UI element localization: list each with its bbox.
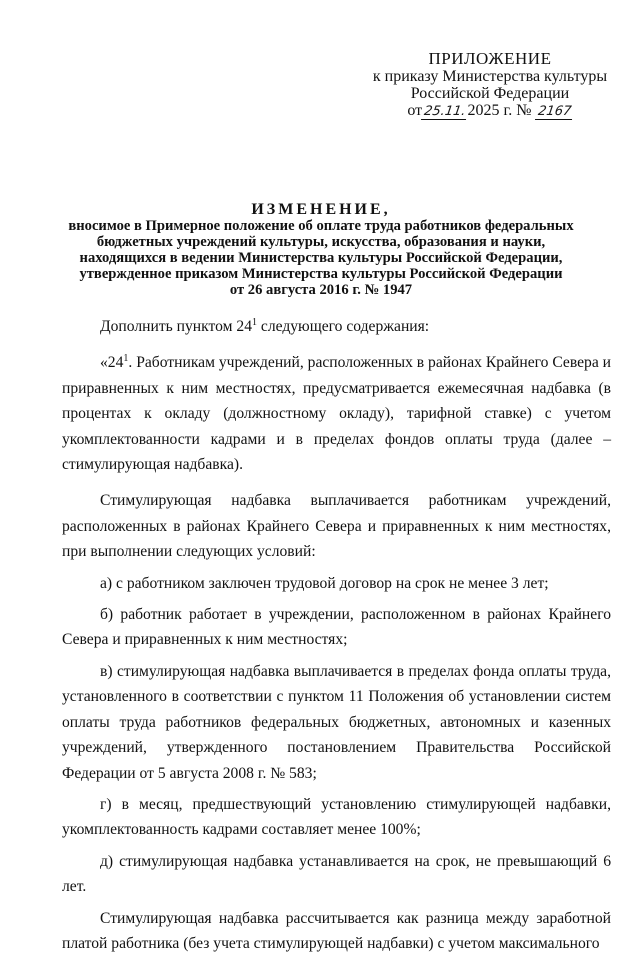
date-year: 2025 г. № — [467, 102, 532, 119]
paragraph-calculation: Стимулирующая надбавка рассчитывается как разница между заработной платой работника (без учета стимулирующей надбавки) с учетом максимального — [62, 909, 611, 952]
date-prefix: от — [407, 102, 423, 119]
superscript: 1 — [123, 353, 129, 365]
condition-a: а) с работником заключен трудовой договор на срок не менее 3 лет; — [100, 574, 549, 592]
appendix-order-line: к приказу Министерства культуры — [372, 68, 608, 85]
appendix-federation-line: Российской Федерации — [410, 85, 570, 102]
paragraph-conditions: Стимулирующая надбавка выплачивается работникам учреждений, расположенных в районах Крайнего Севера и приравненных к ним местностях, при выполнении следующих условий: — [62, 492, 611, 561]
condition-v: в) стимулирующая надбавка выплачивается в пределах фонда оплаты труда, установленного в соответствии с пунктом 11 Положения об установлении систем оплаты труда работников федеральных бюджетных, автономных и казенных учреждений, утвержденного постановлением Правительства Российской Федерации от 5 августа 2008 г. № 583; — [62, 662, 611, 782]
title-line-1: вносимое в Примерное положение об оплате труда работников федеральных — [68, 218, 574, 234]
handwritten-number: 2167 — [534, 105, 573, 120]
handwritten-date: 25.11. — [421, 105, 468, 120]
appendix-date-line — [370, 102, 610, 120]
amendment-heading: ИЗМЕНЕНИЕ, — [251, 201, 391, 218]
document-body — [62, 314, 611, 956]
superscript: 1 — [252, 316, 257, 328]
paragraph-24-1 — [62, 350, 611, 477]
condition-g: г) в месяц, предшествующий установлению стимулирующей надбавки, укомплектованность кадрами составляет менее 100%; — [62, 795, 611, 839]
amendment-title-block — [40, 202, 602, 298]
condition-b: б) работник работает в учреждении, расположенном в районах Крайнего Севера и приравненных к ним местностях; — [62, 606, 611, 649]
title-line-4: утвержденное приказом Министерства культуры Российской Федерации — [79, 266, 563, 282]
paragraph-intro — [62, 314, 611, 339]
paragraph-24-1-text: . Работникам учреждений, расположенных в районах Крайнего Севера и приравненных к ним местностях, предусматривается ежемесячная надбавка (в процентах к окладу (должностному окладу), тарифной ставке) с учетом укомплектованности кадрами и в пределах фондов оплаты труда (далее – стимулирующая надбавка). — [62, 354, 611, 474]
title-line-3: находящихся в ведении Министерства культуры Российской Федерации, — [79, 250, 563, 266]
appendix-block — [370, 50, 610, 120]
paragraph-intro-text-end: следующего содержания: — [257, 318, 430, 335]
title-line-2: бюджетных учреждений культуры, искусства, образования и науки, — [96, 234, 546, 250]
condition-d: д) стимулирующая надбавка устанавливается на срок, не превышающий 6 лет. — [62, 852, 611, 896]
appendix-title: ПРИЛОЖЕНИЕ — [428, 49, 552, 68]
title-line-5: от 26 августа 2016 г. № 1947 — [229, 282, 413, 298]
paragraph-intro-text: Дополнить пунктом 24 — [100, 318, 252, 335]
paragraph-24-1-start: «24 — [100, 354, 124, 372]
